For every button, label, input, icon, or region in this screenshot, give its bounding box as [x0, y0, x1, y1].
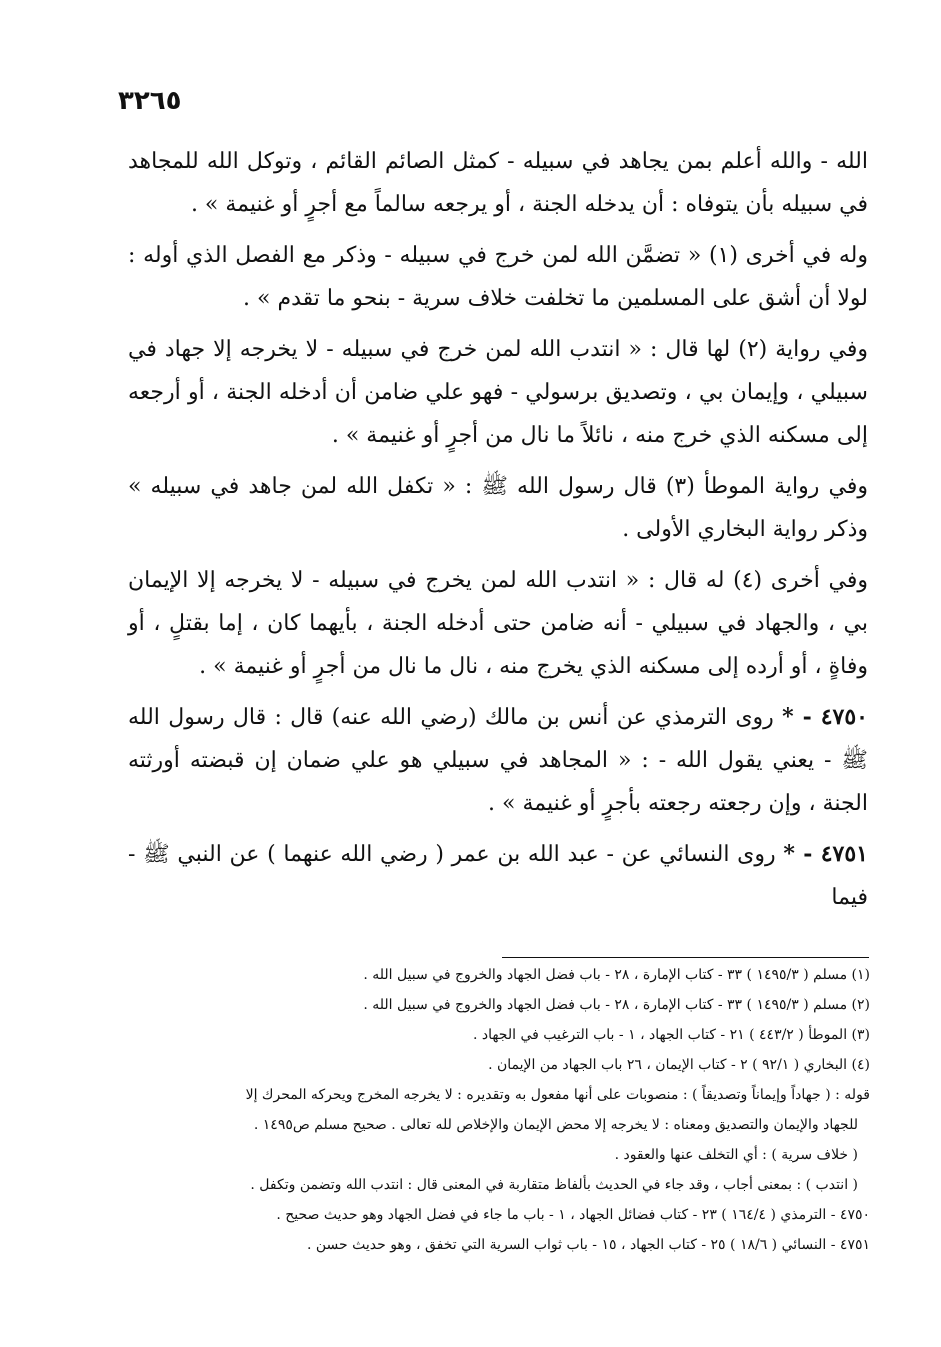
- hadith-number: ٤٧٥١ - *: [783, 841, 868, 867]
- commentary-line: ( انتدب ) : بمعنى أجاب ، وقد جاء في الحديث بألفاظ متقاربة في المعنى قال : انتدب الله وتضمن وتكفل .: [250, 1177, 858, 1193]
- paragraph: الله - والله أعلم بمن يجاهد في سبيله - كمثل الصائم القائم ، وتوكل الله للمجاهد في سبيله بأن يتوفاه : أن يدخله الجنة ، أو يرجعه سالماً مع أجرٍ أو غنيمة » .: [128, 149, 868, 217]
- commentary-line: للجهاد والإيمان والتصديق ومعناه : لا يخرجه إلا محض الإيمان والإخلاص لله تعالى . صحيح مسلم ص١٤٩٥ .: [253, 1117, 858, 1133]
- reference-line: ٤٧٥١ - النسائي ( ١٨/٦ ) ٢٥ - كتاب الجهاد ، ١٥ - باب ثواب السرية التي تخفق ، وهو حديث حسن .: [306, 1237, 870, 1253]
- footnote: (٢) مسلم ( ١٤٩٥/٣ ) ٣٣ - كتاب الإمارة ، ٢٨ - باب فضل الجهاد والخروج في سبيل الله .: [363, 997, 870, 1013]
- footnote-divider: [502, 957, 869, 958]
- paragraph: وفي رواية الموطأ (٣) قال رسول الله ﷺ : « تكفل الله لمن جاهد في سبيله » وذكر رواية البخاري الأولى .: [128, 474, 868, 542]
- paragraph: وفي رواية (٢) لها قال : « انتدب الله لمن خرج في سبيله - لا يخرجه إلا جهاد في سبيلي ، وإيمان بي ، وتصديق برسولي - فهو علي ضامن أن أدخله الجنة ، أو أرجعه إلى مسكنه الذي خرج منه ، نائلاً ما نال من أجرٍ أو غنيمة » .: [128, 337, 869, 448]
- paragraph: وفي أخرى (٤) له قال : « انتدب الله لمن يخرج في سبيله - لا يخرجه إلا الإيمان بي ، والجهاد في سبيلي - أنه ضامن حتى أدخله الجنة ، بأيهما كان ، إما بقتلٍ ، أو وفاةٍ ، أو أرده إلى مسكنه الذي يخرج منه ، نال ما نال من أجرٍ أو غنيمة » .: [128, 568, 868, 679]
- commentary-line: قوله : ( جهاداً وإيماناً وتصديقاً ) : منصوبات على أنها مفعول به وتقديره : لا يخرجه المخرج ويحركه المحرك إلا: [245, 1087, 870, 1103]
- paragraph: وله في أخرى (١) « تضمَّن الله لمن خرج في سبيله - وذكر مع الفصل الذي أوله : لولا أن أشق على المسلمين ما تخلفت خلاف سرية - بنحو ما تقدم » .: [128, 243, 868, 311]
- commentary-line: ( خلاف سرية ) : أي التخلف عنها والعقود .: [614, 1147, 858, 1163]
- hadith-text: روى النسائي عن - عبد الله بن عمر ( رضي الله عنهما ) عن النبي ﷺ - فيما: [128, 842, 868, 910]
- footnote: (١) مسلم ( ١٤٩٥/٣ ) ٣٣ - كتاب الإمارة ، ٢٨ - باب فضل الجهاد والخروج في سبيل الله .: [363, 967, 870, 983]
- page-number: ٣٢٦٥: [118, 86, 182, 116]
- main-text: [128, 140, 868, 927]
- footnote: (٤) البخاري ( ٩٢/١ ) ٢ - كتاب الإيمان ، ٢٦ باب الجهاد من الإيمان .: [488, 1057, 870, 1073]
- footnotes-section: [150, 960, 870, 1260]
- hadith-number: ٤٧٥٠ - *: [782, 704, 868, 730]
- reference-line: ٤٧٥٠ - الترمذي ( ١٦٤/٤ ) ٢٣ - كتاب فضائل الجهاد ، ١ - باب ما جاء في فضل الجهاد وهو حديث صحيح .: [276, 1207, 870, 1223]
- hadith-4751: [128, 833, 868, 919]
- hadith-4750: [128, 696, 868, 825]
- hadith-text: روى الترمذي عن أنس بن مالك (رضي الله عنه) قال : قال رسول الله ﷺ - يعني يقول الله - : « المجاهد في سبيلي هو علي ضمان إن قبضته أورثته الجنة ، وإن رجعته رجعته بأجرٍ أو غنيمة » .: [128, 705, 868, 816]
- footnote: (٣) الموطأ ( ٤٤٣/٢ ) ٢١ - كتاب الجهاد ، ١ - باب الترغيب في الجهاد .: [472, 1027, 870, 1043]
